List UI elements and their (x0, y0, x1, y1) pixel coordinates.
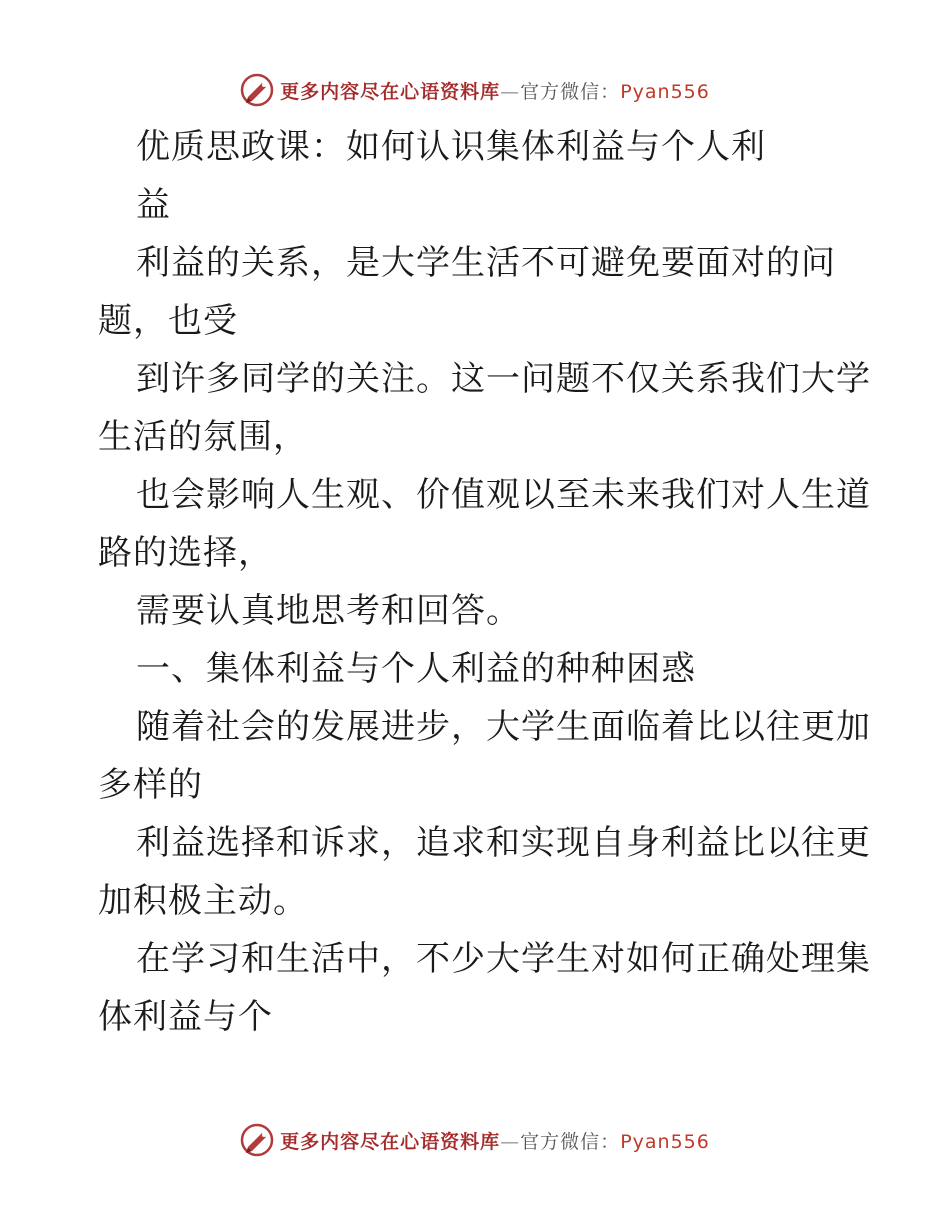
text-line: 一、集体利益与个人利益的种种困惑 (136, 649, 696, 689)
text-line: 利益的关系，是大学生活不可避免要面对的问 (136, 243, 836, 283)
text-line: 利益选择和诉求，追求和实现自身利益比以往更 (136, 823, 871, 863)
text-line: 体利益与个 (98, 997, 273, 1037)
text-line: 随着社会的发展进步，大学生面临着比以往更加 (136, 707, 871, 747)
banner-text (280, 77, 710, 104)
text-line: 到许多同学的关注。这一问题不仅关系我们大学 (136, 359, 871, 399)
text-line: 需要认真地思考和回答。 (136, 591, 521, 631)
header-banner (0, 70, 950, 110)
banner-dash: — (500, 80, 521, 103)
pen-logo-icon (240, 73, 274, 107)
footer-banner-inner (240, 1123, 710, 1157)
banner-wechat-id: Pyan556 (620, 1130, 710, 1153)
banner-wechat-label: 官方微信： (520, 1130, 621, 1153)
banner-dash: — (500, 1130, 521, 1153)
text-line: 益 (136, 185, 171, 225)
text-line: 在学习和生活中，不少大学生对如何正确处理集 (136, 939, 871, 979)
text-line: 生活的氛围， (98, 417, 308, 457)
banner-site-name: 更多内容尽在心语资料库 (280, 80, 501, 103)
banner-text (280, 1127, 710, 1154)
text-line: 也会影响人生观、价值观以至未来我们对人生道 (136, 475, 871, 515)
banner-wechat-id: Pyan556 (620, 80, 710, 103)
header-banner-inner (240, 73, 710, 107)
banner-site-name: 更多内容尽在心语资料库 (280, 1130, 501, 1153)
text-line: 多样的 (98, 765, 203, 805)
text-line: 优质思政课：如何认识集体利益与个人利 (136, 127, 766, 167)
banner-wechat-label: 官方微信： (520, 80, 621, 103)
pen-logo-icon (240, 1123, 274, 1157)
text-line: 路的选择， (98, 533, 273, 573)
document-body (98, 118, 871, 1046)
footer-banner (0, 1120, 950, 1160)
text-line: 题，也受 (98, 301, 238, 341)
text-line: 加积极主动。 (98, 881, 308, 921)
